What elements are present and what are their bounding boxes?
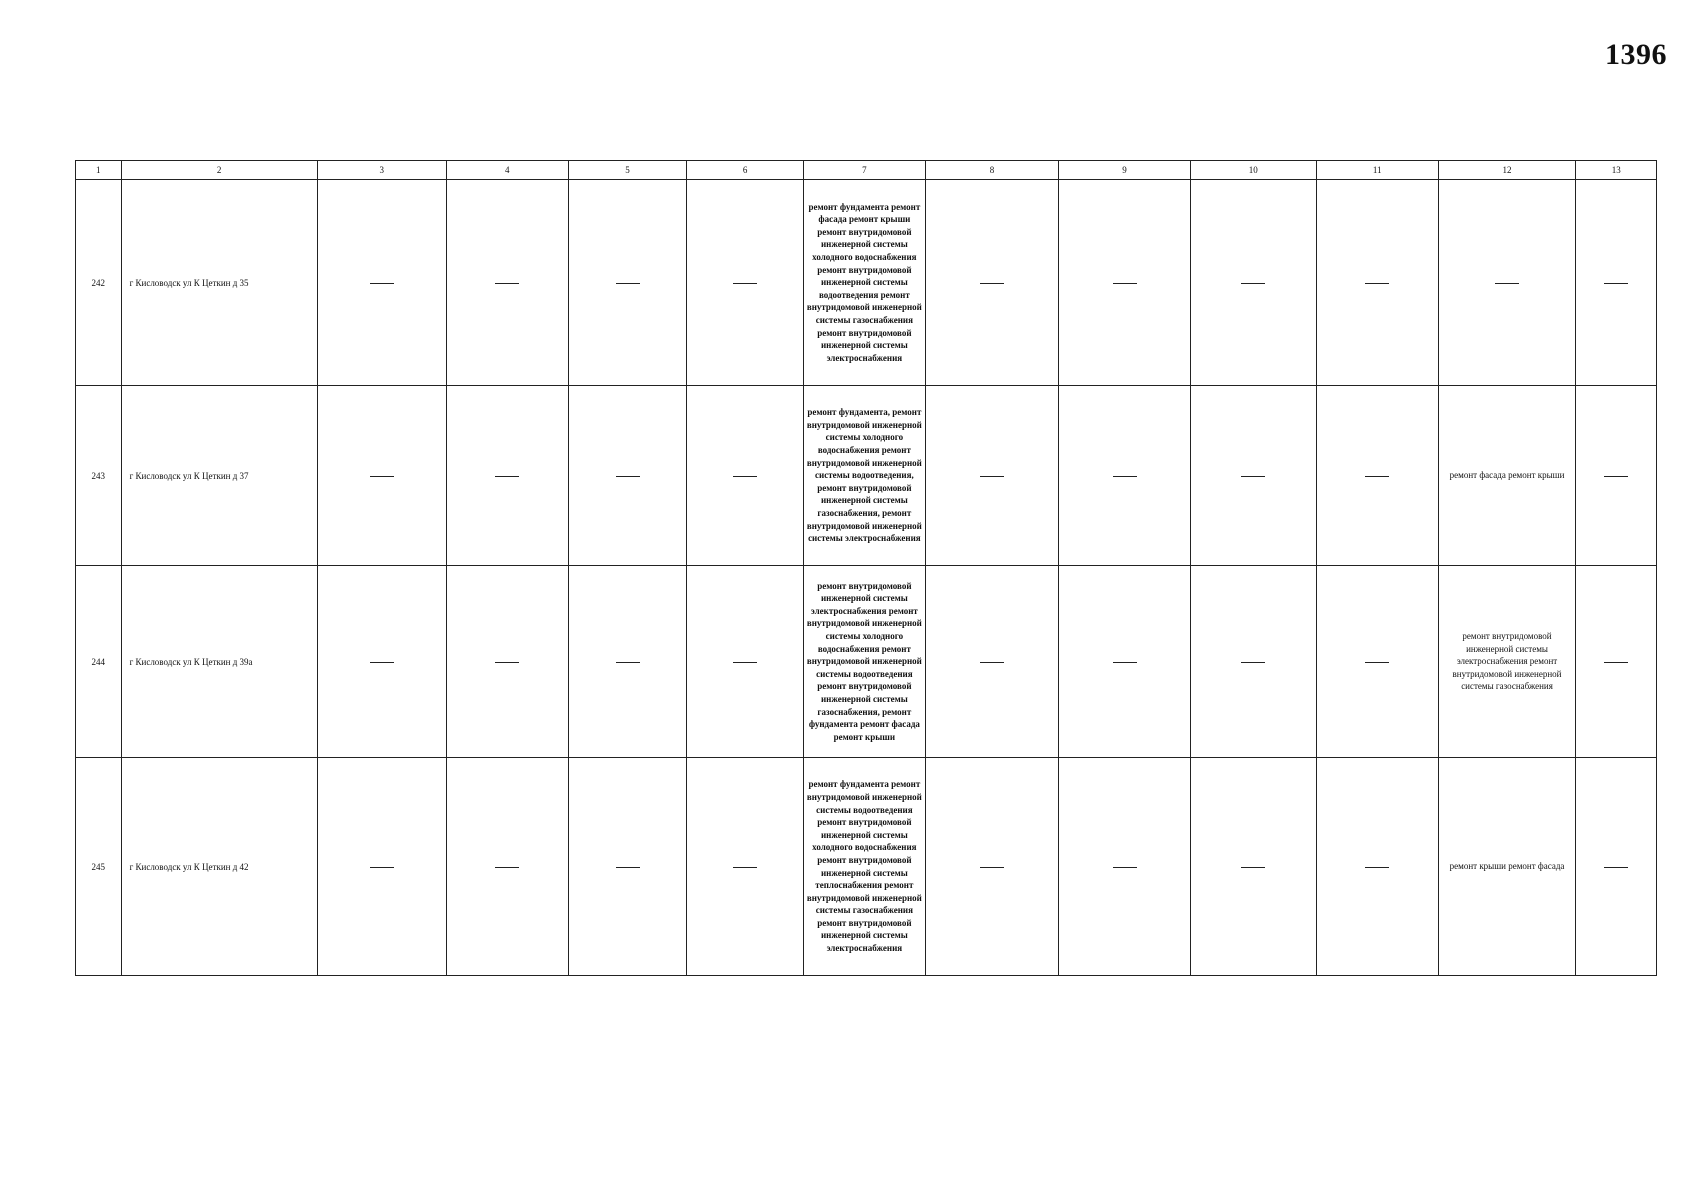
dash-mark xyxy=(980,476,1004,477)
empty-value-cell xyxy=(1576,566,1657,758)
row-number: 244 xyxy=(76,566,122,758)
empty-value-cell xyxy=(446,758,568,976)
empty-value-cell xyxy=(1316,758,1438,976)
empty-value-cell xyxy=(1059,180,1190,386)
column-header: 10 xyxy=(1190,161,1316,180)
dash-mark xyxy=(370,283,394,284)
dash-mark xyxy=(733,283,757,284)
works-list-cell: ремонт фундамента ремонт фасада ремонт крыши ремонт внутридомовой инженерной системы холодного водоснабжения ремонт внутридомовой инженерной системы водоотведения ремонт внутридомовой инженерной системы газоснабжения ремонт внутридомовой инженерной системы электроснабжения xyxy=(803,180,925,386)
dash-mark xyxy=(616,283,640,284)
empty-value-cell xyxy=(317,758,446,976)
dash-mark xyxy=(1495,283,1519,284)
works-list-cell: ремонт фасада ремонт крыши xyxy=(1438,386,1576,566)
empty-value-cell xyxy=(1316,180,1438,386)
table-row xyxy=(76,386,1657,566)
empty-value-cell xyxy=(568,758,687,976)
dash-mark xyxy=(733,476,757,477)
works-list-cell: ремонт фундамента, ремонт внутридомовой инженерной системы холодного водоснабжения ремонт внутридомовой инженерной системы водоотведения, ремонт внутридомовой инженерной системы газоснабжения, ремонт внутридомовой инженерной системы электроснабжения xyxy=(803,386,925,566)
column-header: 5 xyxy=(568,161,687,180)
empty-value-cell xyxy=(687,758,804,976)
dash-mark xyxy=(495,867,519,868)
dash-mark xyxy=(1113,476,1137,477)
empty-value-cell xyxy=(568,180,687,386)
dash-mark xyxy=(495,662,519,663)
dash-mark xyxy=(495,283,519,284)
table-row xyxy=(76,180,1657,386)
row-number: 242 xyxy=(76,180,122,386)
empty-value-cell xyxy=(1190,386,1316,566)
dash-mark xyxy=(1604,283,1628,284)
empty-value-cell xyxy=(925,758,1059,976)
empty-value-cell xyxy=(317,180,446,386)
dash-mark xyxy=(370,867,394,868)
works-list-cell: ремонт фундамента ремонт внутридомовой инженерной системы водоотведения ремонт внутридомовой инженерной системы холодного водоснабжения ремонт внутридомовой инженерной системы теплоснабжения ремонт внутридомовой инженерной системы газоснабжения ремонт внутридомовой инженерной системы электроснабжения xyxy=(803,758,925,976)
capital-repair-table xyxy=(75,160,1657,976)
table-row xyxy=(76,758,1657,976)
empty-value-cell xyxy=(446,566,568,758)
address-cell: г Кисловодск ул К Цеткин д 42 xyxy=(121,758,317,976)
empty-value-cell xyxy=(317,386,446,566)
empty-value-cell xyxy=(1576,386,1657,566)
empty-value-cell xyxy=(1316,566,1438,758)
dash-mark xyxy=(370,662,394,663)
dash-mark xyxy=(616,476,640,477)
dash-mark xyxy=(1604,662,1628,663)
dash-mark xyxy=(1241,476,1265,477)
dash-mark xyxy=(1241,662,1265,663)
dash-mark xyxy=(370,476,394,477)
column-header: 7 xyxy=(803,161,925,180)
dash-mark xyxy=(1241,867,1265,868)
empty-value-cell xyxy=(1059,758,1190,976)
empty-value-cell xyxy=(925,386,1059,566)
table-row xyxy=(76,566,1657,758)
empty-value-cell xyxy=(687,180,804,386)
address-cell: г Кисловодск ул К Цеткин д 37 xyxy=(121,386,317,566)
empty-value-cell xyxy=(1190,758,1316,976)
dash-mark xyxy=(1365,476,1389,477)
dash-mark xyxy=(1241,283,1265,284)
dash-mark xyxy=(1113,867,1137,868)
works-list-cell: ремонт внутридомовой инженерной системы электроснабжения ремонт внутридомовой инженерной системы газоснабжения xyxy=(1438,566,1576,758)
empty-value-cell xyxy=(1316,386,1438,566)
empty-value-cell xyxy=(925,180,1059,386)
empty-value-cell xyxy=(1190,566,1316,758)
empty-value-cell xyxy=(1059,566,1190,758)
empty-value-cell xyxy=(1576,758,1657,976)
page-number: 1396 xyxy=(1605,38,1667,71)
dash-mark xyxy=(1365,867,1389,868)
empty-value-cell xyxy=(446,180,568,386)
column-header: 13 xyxy=(1576,161,1657,180)
column-number-row xyxy=(76,161,1657,180)
column-header: 1 xyxy=(76,161,122,180)
empty-value-cell xyxy=(446,386,568,566)
dash-mark xyxy=(980,662,1004,663)
empty-value-cell xyxy=(1438,180,1576,386)
column-header: 9 xyxy=(1059,161,1190,180)
column-header: 2 xyxy=(121,161,317,180)
row-number: 245 xyxy=(76,758,122,976)
row-number: 243 xyxy=(76,386,122,566)
empty-value-cell xyxy=(568,566,687,758)
works-list-cell: ремонт крыши ремонт фасада xyxy=(1438,758,1576,976)
empty-value-cell xyxy=(687,386,804,566)
dash-mark xyxy=(1113,283,1137,284)
empty-value-cell xyxy=(1059,386,1190,566)
column-header: 4 xyxy=(446,161,568,180)
column-header: 11 xyxy=(1316,161,1438,180)
dash-mark xyxy=(1365,662,1389,663)
dash-mark xyxy=(733,662,757,663)
empty-value-cell xyxy=(1190,180,1316,386)
column-header: 12 xyxy=(1438,161,1576,180)
empty-value-cell xyxy=(925,566,1059,758)
dash-mark xyxy=(733,867,757,868)
dash-mark xyxy=(1604,476,1628,477)
works-list-cell: ремонт внутридомовой инженерной системы электроснабжения ремонт внутридомовой инженерной системы холодного водоснабжения ремонт внутридомовой инженерной системы водоотведения ремонт внутридомовой инженерной системы газоснабжения, ремонт фундамента ремонт фасада ремонт крыши xyxy=(803,566,925,758)
dash-mark xyxy=(1604,867,1628,868)
empty-value-cell xyxy=(1576,180,1657,386)
address-cell: г Кисловодск ул К Цеткин д 39а xyxy=(121,566,317,758)
empty-value-cell xyxy=(568,386,687,566)
dash-mark xyxy=(616,662,640,663)
column-header: 6 xyxy=(687,161,804,180)
dash-mark xyxy=(980,867,1004,868)
dash-mark xyxy=(1365,283,1389,284)
dash-mark xyxy=(616,867,640,868)
empty-value-cell xyxy=(687,566,804,758)
empty-value-cell xyxy=(317,566,446,758)
column-header: 8 xyxy=(925,161,1059,180)
column-header: 3 xyxy=(317,161,446,180)
address-cell: г Кисловодск ул К Цеткин д 35 xyxy=(121,180,317,386)
dash-mark xyxy=(495,476,519,477)
dash-mark xyxy=(980,283,1004,284)
dash-mark xyxy=(1113,662,1137,663)
